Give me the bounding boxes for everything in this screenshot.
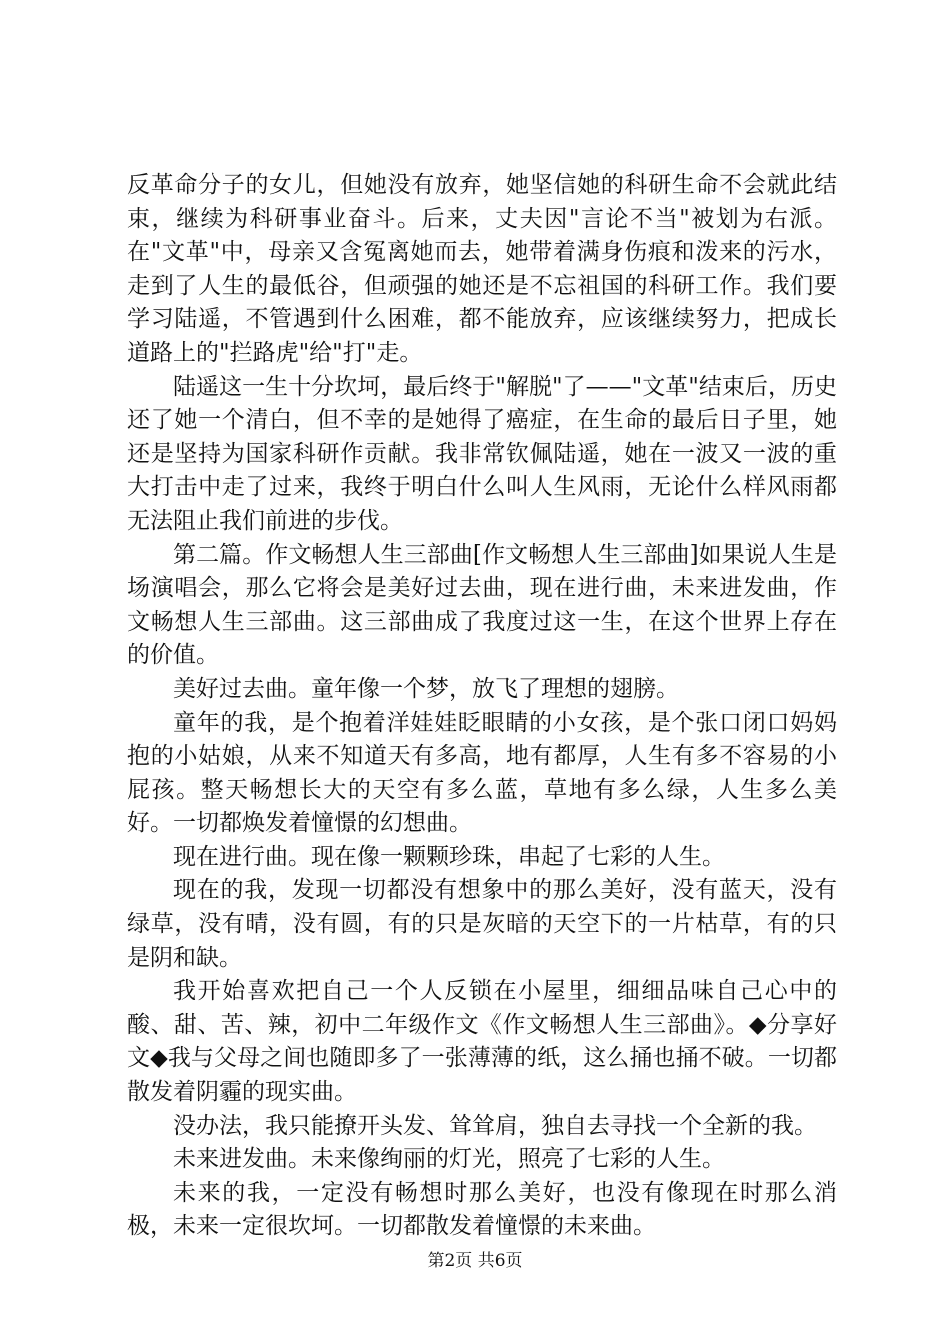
paragraph: 未来的我，一定没有畅想时那么美好，也没有像现在时那么消极，未来一定很坎坷。一切都散发着憧憬的未来曲。 [127,1179,837,1240]
paragraph: 第二篇。作文畅想人生三部曲[作文畅想人生三部曲]如果说人生是场演唱会，那么它将会是美好过去曲，现在进行曲，未来进发曲，作文畅想人生三部曲。这三部曲成了我度过这一生，在这个世界上存在的价值。 [127,541,837,669]
page-footer: 第2页 共6页 [427,1251,523,1271]
paragraph: 未来进发曲。未来像绚丽的灯光，照亮了七彩的人生。 [173,1146,725,1173]
document-body [127,169,837,1244]
paragraph: 现在进行曲。现在像一颗颗珍珠，串起了七彩的人生。 [173,843,725,870]
paragraph: 反革命分子的女儿，但她没有放弃，她坚信她的科研生命不会就此结束，继续为科研事业奋斗。后来，丈夫因"言论不当"被划为右派。在"文革"中，母亲又含冤离她而去，她带着满身伤痕和泼来的污水，走到了人生的最低谷，但顽强的她还是不忘祖国的科研工作。我们要学习陆遥，不管遇到什么困难，都不能放弃，应该继续努力，把成长道路上的"拦路虎"给"打"走。 [127,172,837,366]
paragraph: 美好过去曲。童年像一个梦，放飞了理想的翅膀。 [173,675,679,702]
paragraph: 现在的我，发现一切都没有想象中的那么美好，没有蓝天，没有绿草，没有晴，没有圆，有的只是灰暗的天空下的一片枯草，有的只是阴和缺。 [127,877,837,971]
paragraph: 童年的我，是个抱着洋娃娃眨眼睛的小女孩，是个张口闭口妈妈抱的小姑娘，从来不知道天有多高，地有都厚，人生有多不容易的小屁孩。整天畅想长大的天空有多么蓝，草地有多么绿，人生多么美好。一切都焕发着憧憬的幻想曲。 [127,709,837,837]
paragraph: 没办法，我只能撩开头发、耸耸肩，独自去寻找一个全新的我。 [173,1112,817,1139]
paragraph: 陆遥这一生十分坎坷，最后终于"解脱"了——"文革"结束后，历史还了她一个清白，但不幸的是她得了癌症，在生命的最后日子里，她还是坚持为国家科研作贡献。我非常钦佩陆遥，她在一波又一波的重大打击中走了过来，我终于明白什么叫人生风雨，无论什么样风雨都无法阻止我们前进的步伐。 [127,373,837,534]
paragraph: 我开始喜欢把自己一个人反锁在小屋里，细细品味自己心中的酸、甜、苦、辣，初中二年级作文《作文畅想人生三部曲》。◆分享好文◆我与父母之间也随即多了一张薄薄的纸，这么捅也捅不破。一切都散发着阴霾的现实曲。 [127,978,837,1106]
